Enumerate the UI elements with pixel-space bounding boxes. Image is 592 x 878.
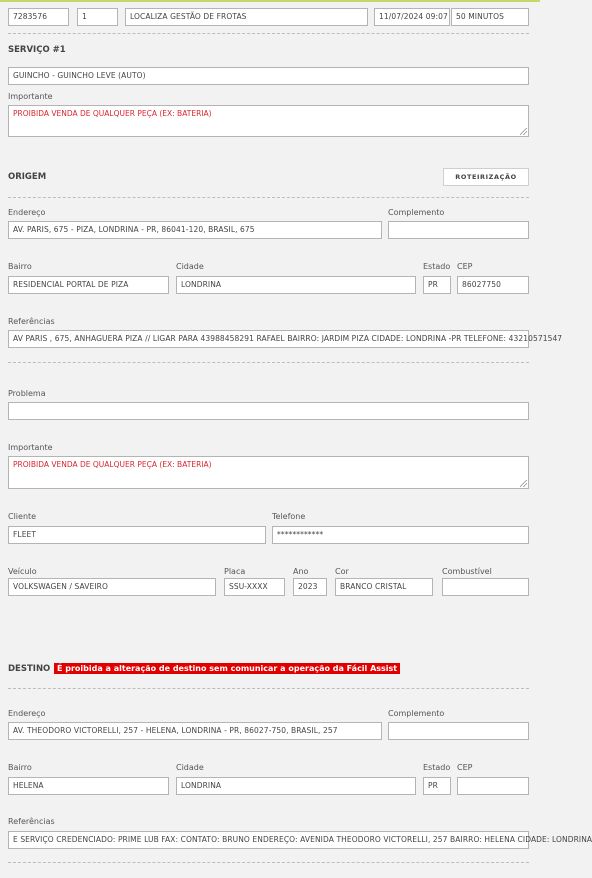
- destination-warning-badge: É proibida a alteração de destino sem comunicar a operação da Fácil Assist: [54, 663, 400, 674]
- destination-complement-label: Complemento: [388, 709, 445, 718]
- resize-grip-icon[interactable]: [520, 480, 527, 487]
- origin-city-field[interactable]: LONDRINA: [176, 276, 416, 294]
- divider: [8, 362, 529, 363]
- destination-district-label: Bairro: [8, 763, 32, 772]
- origin-complement-field[interactable]: [388, 221, 529, 239]
- destination-refs-label: Referências: [8, 817, 55, 826]
- origin-state-label: Estado: [423, 262, 451, 271]
- divider: [8, 688, 529, 689]
- problem-field[interactable]: [8, 402, 529, 420]
- service-important-text: PROIBIDA VENDA DE QUALQUER PEÇA (EX: BATERIA): [13, 109, 212, 118]
- origin-state-field[interactable]: PR: [423, 276, 451, 294]
- destination-city-field[interactable]: LONDRINA: [176, 777, 416, 795]
- details-important-label: Importante: [8, 443, 53, 452]
- phone-field[interactable]: ************: [272, 526, 529, 544]
- service-important-label: Importante: [8, 92, 53, 101]
- service-title: SERVIÇO #1: [8, 45, 66, 55]
- details-important-text: PROIBIDA VENDA DE QUALQUER PEÇA (EX: BATERIA): [13, 460, 212, 469]
- origin-district-label: Bairro: [8, 262, 32, 271]
- destination-address-field[interactable]: AV. THEODORO VICTORELLI, 257 - HELENA, LONDRINA - PR, 86027-750, BRASIL, 257: [8, 722, 382, 740]
- origin-address-label: Endereço: [8, 208, 46, 217]
- origin-district-field[interactable]: RESIDENCIAL PORTAL DE PIZA: [8, 276, 169, 294]
- vehicle-field[interactable]: VOLKSWAGEN / SAVEIRO: [8, 578, 216, 596]
- destination-address-label: Endereço: [8, 709, 46, 718]
- client-label: Cliente: [8, 512, 37, 521]
- service-type-field[interactable]: GUINCHO - GUINCHO LEVE (AUTO): [8, 67, 529, 85]
- fuel-label: Combustível: [442, 567, 492, 576]
- destination-city-label: Cidade: [176, 763, 204, 772]
- duration-field[interactable]: 50 MINUTOS: [451, 8, 529, 26]
- phone-label: Telefone: [272, 512, 306, 521]
- destination-state-field[interactable]: PR: [423, 777, 451, 795]
- divider: [8, 197, 529, 198]
- origin-refs-field[interactable]: AV PARIS , 675, ANHAGUERA PIZA // LIGAR PARA 43988458291 RAFAEL BAIRRO: JARDIM PIZA CIDADE: LONDRINA -PR TELEFONE: 43210571547: [8, 330, 529, 348]
- origin-city-label: Cidade: [176, 262, 204, 271]
- plate-field[interactable]: SSU-XXXX: [224, 578, 285, 596]
- top-accent-bar: [0, 0, 540, 2]
- client-field[interactable]: FLEET: [8, 526, 266, 544]
- datetime-field[interactable]: 11/07/2024 09:07: [374, 8, 450, 26]
- destination-cep-label: CEP: [457, 763, 473, 772]
- year-field[interactable]: 2023: [293, 578, 327, 596]
- color-field[interactable]: BRANCO CRISTAL: [335, 578, 433, 596]
- color-label: Cor: [335, 567, 349, 576]
- divider: [8, 862, 529, 863]
- destination-title: DESTINO: [8, 664, 51, 674]
- origin-cep-label: CEP: [457, 262, 473, 271]
- service-number-field[interactable]: 1: [77, 8, 118, 26]
- year-label: Ano: [293, 567, 309, 576]
- resize-grip-icon[interactable]: [520, 128, 527, 135]
- destination-complement-field[interactable]: [388, 722, 529, 740]
- destination-district-field[interactable]: HELENA: [8, 777, 169, 795]
- origin-address-field[interactable]: AV. PARIS, 675 - PIZA, LONDRINA - PR, 86041-120, BRASIL, 675: [8, 221, 382, 239]
- vehicle-label: Veículo: [8, 567, 37, 576]
- origin-title: ORIGEM: [8, 172, 47, 182]
- fuel-field[interactable]: [442, 578, 529, 596]
- details-important-textarea[interactable]: [8, 456, 529, 489]
- service-important-textarea[interactable]: [8, 105, 529, 137]
- origin-cep-field[interactable]: 86027750: [457, 276, 529, 294]
- origin-refs-label: Referências: [8, 317, 55, 326]
- destination-cep-field[interactable]: [457, 777, 529, 795]
- destination-refs-field[interactable]: E SERVIÇO CREDENCIADO: PRIME LUB FAX: CONTATO: BRUNO ENDEREÇO: AVENIDA THEODORO VICTORELLI, 257 BAIRRO: HELENA CIDADE: LONDRINA: [8, 831, 529, 849]
- problem-label: Problema: [8, 389, 46, 398]
- company-field[interactable]: LOCALIZA GESTÃO DE FROTAS: [125, 8, 368, 26]
- routing-button[interactable]: ROTEIRIZAÇÃO: [443, 168, 529, 186]
- protocol-field[interactable]: 7283576: [8, 8, 69, 26]
- plate-label: Placa: [224, 567, 246, 576]
- origin-complement-label: Complemento: [388, 208, 445, 217]
- destination-state-label: Estado: [423, 763, 451, 772]
- divider: [8, 33, 529, 34]
